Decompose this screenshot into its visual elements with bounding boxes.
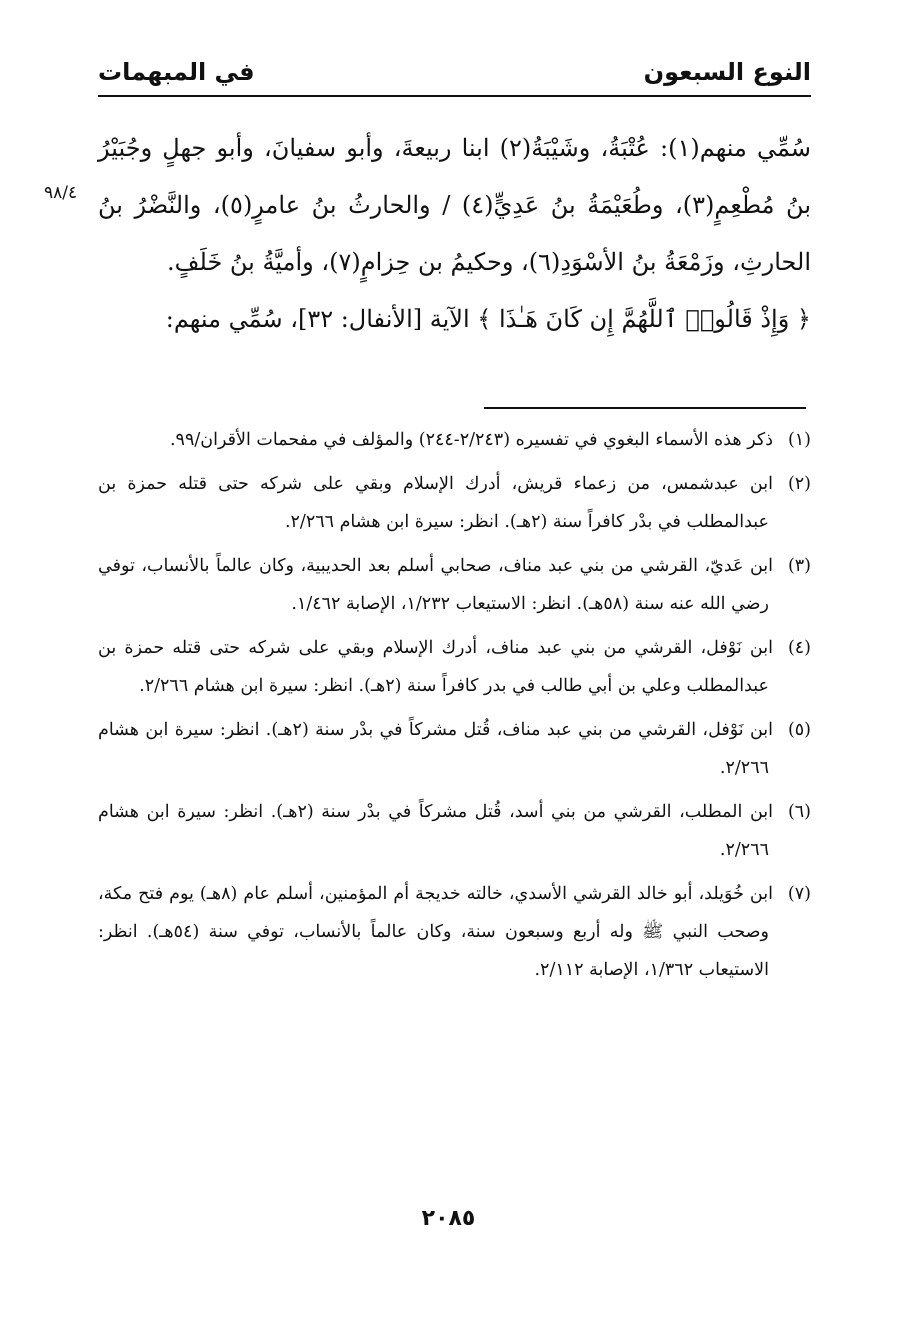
footnote <box>98 629 811 705</box>
footnote <box>98 793 811 869</box>
footnote-text: ابن نَوْفل، القرشي من بني عبد مناف، قُتل مشركاً في بدْر سنة (٢هـ). انظر: سيرة ابن هشام ٢/٢٦٦. <box>98 720 773 778</box>
footnote-number: (٣) <box>787 556 811 576</box>
footnotes-section <box>98 421 811 995</box>
footnote-text: ذكر هذه الأسماء البغوي في تفسيره (٢/٢٤٣-٢٤٤) والمؤلف في مفحمات الأقران/٩٩. <box>169 430 773 450</box>
footnote-number: (٧) <box>787 884 811 904</box>
footnote <box>98 711 811 787</box>
footnote-text: ابن المطلب، القرشي من بني أسد، قُتل مشركاً في بدْر سنة (٢هـ). انظر: سيرة ابن هشام ٢/٢٦٦. <box>98 802 773 860</box>
footnote <box>98 875 811 989</box>
footnote-text: ابن نَوْفل، القرشي من بني عبد مناف، أدرك الإسلام وبقي على شركه حتى قتله حمزة بن عبدالمطلب وعلي بن أبي طالب في بدر كافراً سنة (٢هـ). انظر: سيرة ابن هشام ٢/٢٦٦. <box>98 638 773 696</box>
footnote-number: (٥) <box>787 720 811 740</box>
footnote-number: (١) <box>787 430 811 450</box>
footnote-number: (٤) <box>787 638 811 658</box>
footnote-number: (٦) <box>787 802 811 822</box>
footnote-text: ابن عَديّ، القرشي من بني عبد مناف، صحابي أسلم بعد الحديبية، وكان عالماً بالأنساب، توفي رضي الله عنه سنة (٥٨هـ). انظر: الاستيعاب ١/٢٣٢، الإصابة ١/٤٦٢. <box>98 556 773 614</box>
footnote <box>98 547 811 623</box>
running-header <box>98 52 811 92</box>
header-rule <box>98 95 811 97</box>
footnote-text: ابن خُوَيلد، أبو خالد القرشي الأسدي، خالته خديجة أم المؤمنين، أسلم عام (٨هـ) يوم فتح مكة، وصحب النبي ﷺ وله أربع وسبعون سنة، وكان عالماً بالأنساب، توفي سنة (٥٤هـ). انظر: الاستيعاب ١/٣٦٢، الإصابة ٢/١١٢. <box>98 884 773 980</box>
footnote-text: ابن عبدشمس، من زعماء قريش، أدرك الإسلام وبقي على شركه حتى قتله حمزة بن عبدالمطلب في بدْر كافراً سنة (٢هـ). انظر: سيرة ابن هشام ٢/٢٦٦. <box>98 474 773 532</box>
footnote-separator <box>484 407 806 409</box>
header-chapter-title: النوع السبعون <box>643 58 811 86</box>
main-paragraph-verse: ﴿ وَإِذْ قَالُوا۟ ٱللَّهُمَّ إِن كَانَ هَـٰذَا ﴾ الآية [الأنفال: ٣٢]، سُمِّي منهم: <box>165 305 811 333</box>
header-section-title: في المبهمات <box>98 58 255 86</box>
page-number: ٢٠٨٥ <box>421 1206 476 1231</box>
main-text-body <box>98 120 811 348</box>
margin-manuscript-reference: ٩٨/٤ <box>44 183 78 203</box>
footnote <box>98 421 811 459</box>
footnote <box>98 465 811 541</box>
footnote-number: (٢) <box>787 474 811 494</box>
main-paragraph-names: سُمِّي منهم(١): عُتْبَةُ، وشَيْبَةُ(٢) ابنا ربيعةَ، وأبو سفيانَ، وأبو جهلٍ وجُبَيْرُ بنُ مُطْعِمٍ(٣)، وطُعَيْمَةُ بنُ عَدِيٍّ(٤) / والحارثُ بنُ عامرٍ(٥)، والنَّضْرُ بنُ الحارثِ، وزَمْعَةُ بنُ الأسْوَدِ(٦)، وحكيمُ بن حِزامٍ(٧)، وأميَّةُ بنُ خَلَفٍ. <box>98 134 812 276</box>
